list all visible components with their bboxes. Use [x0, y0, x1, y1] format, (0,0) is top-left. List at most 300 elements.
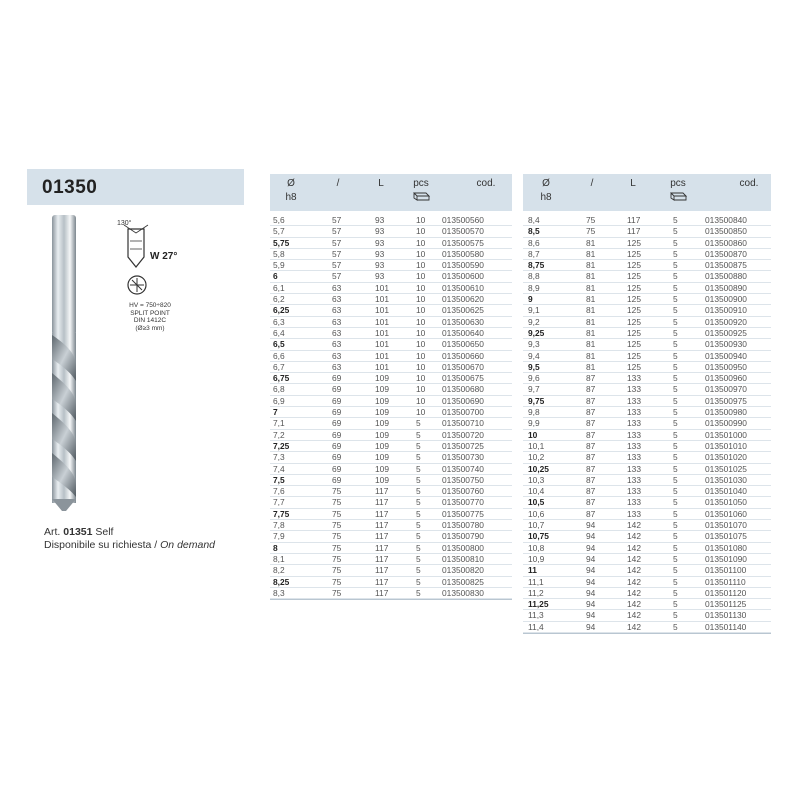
diameter-cell: 7,3 — [273, 452, 285, 463]
diameter-cell: 6,5 — [273, 339, 285, 350]
pieces-cell: 5 — [416, 565, 421, 576]
code-cell: 013500875 — [705, 260, 747, 271]
code-cell: 013500670 — [442, 361, 484, 372]
diameter-cell: 7,2 — [273, 429, 285, 440]
flute-length-cell: 69 — [332, 463, 342, 474]
table-row — [523, 430, 771, 441]
code-cell: 013500775 — [442, 508, 484, 519]
diameter-cell: 6,4 — [273, 327, 285, 338]
diameter-cell: 7,5 — [273, 474, 285, 485]
diameter-cell: 10,2 — [528, 452, 545, 463]
header-tolerance: h8 — [285, 192, 297, 203]
diameter-cell: 9,3 — [528, 339, 540, 350]
table-row — [270, 543, 512, 554]
flute-length-cell: 94 — [586, 576, 596, 587]
code-cell: 013500600 — [442, 271, 484, 282]
diameter-cell: 7,1 — [273, 418, 285, 429]
code-cell: 013500970 — [705, 384, 747, 395]
pieces-cell: 5 — [416, 474, 421, 485]
code-cell: 013500810 — [442, 553, 484, 564]
flute-length-cell: 63 — [332, 316, 342, 327]
code-cell: 013500975 — [705, 395, 747, 406]
diameter-cell: 9,1 — [528, 305, 540, 316]
pieces-cell: 5 — [673, 497, 678, 508]
total-length-cell: 109 — [375, 384, 389, 395]
code-cell: 013501090 — [705, 553, 747, 564]
diameter-cell: 6,2 — [273, 294, 285, 305]
table-row — [270, 396, 512, 407]
table-row — [270, 441, 512, 452]
pieces-cell: 5 — [673, 565, 678, 576]
total-length-cell: 125 — [627, 305, 641, 316]
pieces-cell: 10 — [416, 271, 426, 282]
spec-line: (Ø≥3 mm) — [135, 324, 165, 332]
pieces-cell: 10 — [416, 316, 426, 327]
pieces-cell: 5 — [673, 226, 678, 237]
flute-length-cell: 94 — [586, 553, 596, 564]
pieces-cell: 5 — [416, 463, 421, 474]
flute-length-cell: 94 — [586, 565, 596, 576]
code-cell: 013500610 — [442, 282, 484, 293]
flute-length-cell: 87 — [586, 497, 596, 508]
code-cell: 013500700 — [442, 407, 484, 418]
table-row — [270, 317, 512, 328]
flute-length-cell: 94 — [586, 599, 596, 610]
total-length-cell: 142 — [627, 531, 641, 542]
diameter-cell: 10,1 — [528, 440, 545, 451]
flute-length-cell: 63 — [332, 361, 342, 372]
diameter-cell: 6,75 — [273, 373, 290, 384]
code-cell: 013500690 — [442, 395, 484, 406]
table-row — [270, 249, 512, 260]
total-length-cell: 142 — [627, 565, 641, 576]
code-cell: 013500960 — [705, 373, 747, 384]
code-cell: 013501040 — [705, 486, 747, 497]
total-length-cell: 93 — [375, 215, 385, 225]
flute-length-cell: 69 — [332, 440, 342, 451]
code-cell: 013500850 — [705, 226, 747, 237]
total-length-cell: 125 — [627, 361, 641, 372]
pieces-cell: 5 — [416, 553, 421, 564]
table-row — [523, 226, 771, 237]
diameter-cell: 9,8 — [528, 407, 540, 418]
table-row — [523, 475, 771, 486]
total-length-cell: 117 — [375, 531, 389, 542]
flute-length-cell: 94 — [586, 531, 596, 542]
diameter-cell: 8,8 — [528, 271, 540, 282]
total-length-cell: 125 — [627, 327, 641, 338]
code-cell: 013501120 — [705, 587, 747, 598]
pieces-cell: 10 — [416, 384, 426, 395]
pieces-cell: 5 — [673, 260, 678, 271]
code-cell: 013500740 — [442, 463, 484, 474]
diameter-cell: 11,25 — [528, 599, 549, 610]
total-length-cell: 133 — [627, 440, 641, 451]
spec-line: HV = 750÷820 — [129, 302, 171, 309]
code-cell: 013501030 — [705, 474, 747, 485]
diameter-cell: 10,6 — [528, 508, 545, 519]
total-length-cell: 117 — [375, 508, 389, 519]
diameter-cell: 10,7 — [528, 520, 545, 531]
table-row — [270, 520, 512, 531]
pieces-cell: 5 — [416, 429, 421, 440]
total-length-cell: 125 — [627, 237, 641, 248]
diameter-cell: 10 — [528, 429, 538, 440]
pieces-cell: 10 — [416, 215, 426, 225]
total-length-cell: 117 — [375, 542, 389, 553]
code-cell: 013500720 — [442, 429, 484, 440]
diameter-cell: 8,2 — [273, 565, 285, 576]
diameter-cell: 7,25 — [273, 440, 290, 451]
pieces-cell: 5 — [673, 215, 678, 225]
flute-length-cell: 81 — [586, 271, 596, 282]
code-cell: 013501080 — [705, 542, 747, 553]
diameter-cell: 7 — [273, 407, 278, 418]
code-cell: 013501050 — [705, 497, 747, 508]
total-length-cell: 133 — [627, 429, 641, 440]
code-cell: 013501070 — [705, 520, 747, 531]
flute-length-cell: 75 — [332, 486, 342, 497]
table-row — [523, 554, 771, 565]
diameter-cell: 7,75 — [273, 508, 290, 519]
total-length-cell: 117 — [375, 565, 389, 576]
flute-length-cell: 57 — [332, 271, 342, 282]
header-pieces: pcs — [670, 178, 686, 189]
package-icon — [669, 192, 687, 201]
total-length-cell: 133 — [627, 452, 641, 463]
flute-length-cell: 81 — [586, 339, 596, 350]
diameter-cell: 6,8 — [273, 384, 285, 395]
pieces-cell: 5 — [673, 599, 678, 610]
flute-length-cell: 75 — [332, 576, 342, 587]
total-length-cell: 133 — [627, 373, 641, 384]
table-row — [523, 283, 771, 294]
flute-length-cell: 69 — [332, 474, 342, 485]
pieces-cell: 10 — [416, 237, 426, 248]
flute-length-cell: 81 — [586, 282, 596, 293]
code-cell: 013500660 — [442, 350, 484, 361]
table-row — [523, 520, 771, 531]
total-length-cell: 93 — [375, 226, 385, 237]
total-length-cell: 117 — [627, 226, 641, 237]
flute-length-cell: 69 — [332, 418, 342, 429]
table-row — [523, 565, 771, 576]
code-cell: 013500990 — [705, 418, 747, 429]
total-length-cell: 125 — [627, 282, 641, 293]
code-cell: 013500890 — [705, 282, 747, 293]
diameter-cell: 7,6 — [273, 486, 285, 497]
total-length-cell: 125 — [627, 248, 641, 259]
total-length-cell: 101 — [375, 327, 389, 338]
code-cell: 013500590 — [442, 260, 484, 271]
diameter-cell: 9,5 — [528, 361, 540, 372]
total-length-cell: 133 — [627, 395, 641, 406]
table-row — [523, 610, 771, 621]
table-row — [270, 226, 512, 237]
total-length-cell: 117 — [627, 215, 641, 225]
diameter-cell: 11 — [528, 565, 537, 576]
diameter-cell: 7,9 — [273, 531, 285, 542]
total-length-cell: 101 — [375, 350, 389, 361]
diameter-cell: 9,6 — [528, 373, 540, 384]
diameter-cell: 8 — [273, 542, 278, 553]
product-code: 01350 — [42, 177, 98, 198]
code-cell: 013500790 — [442, 531, 484, 542]
table-row — [523, 238, 771, 249]
diameter-cell: 5,7 — [273, 226, 285, 237]
table-row — [270, 407, 512, 418]
total-length-cell: 117 — [375, 553, 389, 564]
diameter-cell: 7,4 — [273, 463, 285, 474]
diameter-cell: 5,6 — [273, 215, 285, 225]
code-cell: 013500650 — [442, 339, 484, 350]
pieces-cell: 10 — [416, 327, 426, 338]
pieces-cell: 5 — [673, 237, 678, 248]
total-length-cell: 142 — [627, 599, 641, 610]
total-length-cell: 125 — [627, 339, 641, 350]
flute-length-cell: 75 — [332, 520, 342, 531]
article-number: 01351 — [63, 526, 93, 538]
total-length-cell: 125 — [627, 271, 641, 282]
pieces-cell: 5 — [673, 248, 678, 259]
flute-length-cell: 87 — [586, 486, 596, 497]
flute-length-cell: 69 — [332, 429, 342, 440]
table-row — [523, 441, 771, 452]
table-row — [270, 294, 512, 305]
diameter-cell: 10,4 — [528, 486, 545, 497]
total-length-cell: 101 — [375, 282, 389, 293]
code-cell: 013500640 — [442, 327, 484, 338]
table-row — [270, 384, 512, 395]
diameter-cell: 8,1 — [273, 553, 285, 564]
table-row — [270, 339, 512, 350]
pieces-cell: 10 — [416, 282, 426, 293]
pieces-cell: 10 — [416, 339, 426, 350]
flute-length-cell: 69 — [332, 452, 342, 463]
table-row — [523, 339, 771, 350]
flute-length-cell: 81 — [586, 327, 596, 338]
pieces-cell: 5 — [673, 508, 678, 519]
flute-length-cell: 94 — [586, 587, 596, 598]
code-cell: 013500800 — [442, 542, 484, 553]
diameter-cell: 9,75 — [528, 395, 545, 406]
code-cell: 013500750 — [442, 474, 484, 485]
total-length-cell: 142 — [627, 621, 641, 632]
total-length-cell: 142 — [627, 553, 641, 564]
flute-length-cell: 63 — [332, 294, 342, 305]
pieces-cell: 5 — [673, 542, 678, 553]
pieces-cell: 5 — [416, 576, 421, 587]
table-row — [270, 351, 512, 362]
code-cell: 013501140 — [705, 621, 747, 632]
code-cell: 013500940 — [705, 350, 747, 361]
flute-length-cell: 87 — [586, 384, 596, 395]
pieces-cell: 5 — [673, 294, 678, 305]
diameter-cell: 10,75 — [528, 531, 549, 542]
flute-length-cell: 81 — [586, 260, 596, 271]
diameter-cell: 9,25 — [528, 327, 545, 338]
code-cell: 013500920 — [705, 316, 747, 327]
spec-line: SPLIT POINT — [130, 309, 170, 317]
flute-length-cell: 94 — [586, 520, 596, 531]
table-row — [523, 588, 771, 599]
diameter-cell: 10,5 — [528, 497, 545, 508]
table-row — [270, 271, 512, 282]
total-length-cell: 117 — [375, 576, 389, 587]
pieces-cell: 5 — [416, 587, 421, 598]
flute-length-cell: 94 — [586, 610, 596, 621]
table-row — [270, 486, 512, 497]
pieces-cell: 5 — [673, 418, 678, 429]
size-table-right — [523, 174, 771, 634]
code-cell: 013500730 — [442, 452, 484, 463]
table-row — [523, 271, 771, 282]
flute-length-cell: 87 — [586, 373, 596, 384]
code-cell: 013500930 — [705, 339, 747, 350]
code-cell: 013500675 — [442, 373, 484, 384]
diameter-cell: 5,9 — [273, 260, 285, 271]
total-length-cell: 101 — [375, 294, 389, 305]
total-length-cell: 142 — [627, 576, 641, 587]
pieces-cell: 5 — [673, 576, 678, 587]
table-row — [523, 418, 771, 429]
table-row — [523, 497, 771, 508]
total-length-cell: 142 — [627, 542, 641, 553]
pieces-cell: 10 — [416, 350, 426, 361]
flute-length-cell: 57 — [332, 260, 342, 271]
flute-length-cell: 94 — [586, 542, 596, 553]
table-row — [270, 215, 512, 226]
flute-length-cell: 87 — [586, 474, 596, 485]
pieces-cell: 5 — [416, 542, 421, 553]
total-length-cell: 93 — [375, 271, 385, 282]
code-cell: 013501060 — [705, 508, 747, 519]
flute-length-cell: 81 — [586, 361, 596, 372]
code-cell: 013500840 — [705, 215, 747, 225]
code-cell: 013500680 — [442, 384, 484, 395]
table-row — [523, 317, 771, 328]
pieces-cell: 10 — [416, 407, 426, 418]
flute-length-cell: 75 — [332, 565, 342, 576]
pieces-cell: 5 — [673, 384, 678, 395]
header-total-length: L — [630, 178, 636, 189]
code-cell: 013500980 — [705, 407, 747, 418]
flute-length-cell: 87 — [586, 508, 596, 519]
table-row — [270, 475, 512, 486]
total-length-cell: 93 — [375, 248, 385, 259]
header-pieces: pcs — [413, 178, 429, 189]
flute-length-cell: 81 — [586, 237, 596, 248]
table-row — [270, 554, 512, 565]
code-cell: 013501000 — [705, 429, 747, 440]
pieces-cell: 5 — [673, 474, 678, 485]
total-length-cell: 101 — [375, 316, 389, 327]
pieces-cell: 5 — [416, 440, 421, 451]
diameter-cell: 5,8 — [273, 248, 285, 259]
table-row — [523, 384, 771, 395]
table-row — [523, 407, 771, 418]
total-length-cell: 125 — [627, 350, 641, 361]
code-cell: 013501125 — [705, 599, 747, 610]
flute-length-cell: 87 — [586, 418, 596, 429]
table-row — [270, 452, 512, 463]
code-cell: 013500575 — [442, 237, 484, 248]
code-cell: 013500770 — [442, 497, 484, 508]
header-tolerance: h8 — [540, 192, 552, 203]
flute-length-cell: 63 — [332, 282, 342, 293]
pieces-cell: 5 — [673, 452, 678, 463]
total-length-cell: 133 — [627, 384, 641, 395]
table-row — [270, 497, 512, 508]
diameter-cell: 6,6 — [273, 350, 285, 361]
code-cell: 013501010 — [705, 440, 747, 451]
total-length-cell: 117 — [375, 587, 389, 598]
header-diameter: Ø — [287, 178, 295, 189]
diameter-cell: 8,9 — [528, 282, 540, 293]
table-row — [270, 373, 512, 384]
table-row — [270, 577, 512, 588]
diameter-cell: 8,75 — [528, 260, 545, 271]
code-cell: 013500710 — [442, 418, 484, 429]
diameter-cell: 6,7 — [273, 361, 285, 372]
pieces-cell: 10 — [416, 226, 426, 237]
table-row — [270, 305, 512, 316]
table-row — [523, 543, 771, 554]
pieces-cell: 5 — [673, 486, 678, 497]
flute-length-cell: 57 — [332, 237, 342, 248]
total-length-cell: 109 — [375, 407, 389, 418]
table-row — [270, 531, 512, 542]
table-row — [270, 509, 512, 520]
total-length-cell: 117 — [375, 497, 389, 508]
total-length-cell: 101 — [375, 339, 389, 350]
flute-length-cell: 75 — [332, 508, 342, 519]
pieces-cell: 5 — [673, 395, 678, 406]
pieces-cell: 5 — [416, 520, 421, 531]
spec-line: DIN 1412C — [133, 317, 167, 324]
total-length-cell: 109 — [375, 474, 389, 485]
header-diameter: Ø — [542, 178, 550, 189]
code-cell: 013500780 — [442, 520, 484, 531]
total-length-cell: 109 — [375, 395, 389, 406]
table-row — [523, 260, 771, 271]
flute-length-cell: 75 — [332, 497, 342, 508]
size-table-left — [270, 174, 512, 600]
code-cell: 013500825 — [442, 576, 484, 587]
pieces-cell: 10 — [416, 395, 426, 406]
table-row — [523, 464, 771, 475]
pieces-cell: 5 — [416, 508, 421, 519]
table-header — [523, 174, 771, 211]
table-row — [270, 362, 512, 373]
diameter-cell: 8,7 — [528, 248, 540, 259]
table-row — [270, 260, 512, 271]
flute-length-cell: 81 — [586, 248, 596, 259]
total-length-cell: 133 — [627, 497, 641, 508]
pieces-cell: 5 — [673, 553, 678, 564]
table-row — [523, 599, 771, 610]
diameter-cell: 9,2 — [528, 316, 540, 327]
total-length-cell: 109 — [375, 463, 389, 474]
pieces-cell: 5 — [416, 497, 421, 508]
code-cell: 013501025 — [705, 463, 747, 474]
table-row — [523, 362, 771, 373]
diameter-cell: 8,25 — [273, 576, 290, 587]
diameter-cell: 6,3 — [273, 316, 285, 327]
pieces-cell: 10 — [416, 260, 426, 271]
total-length-cell: 109 — [375, 373, 389, 384]
pieces-cell: 5 — [416, 531, 421, 542]
